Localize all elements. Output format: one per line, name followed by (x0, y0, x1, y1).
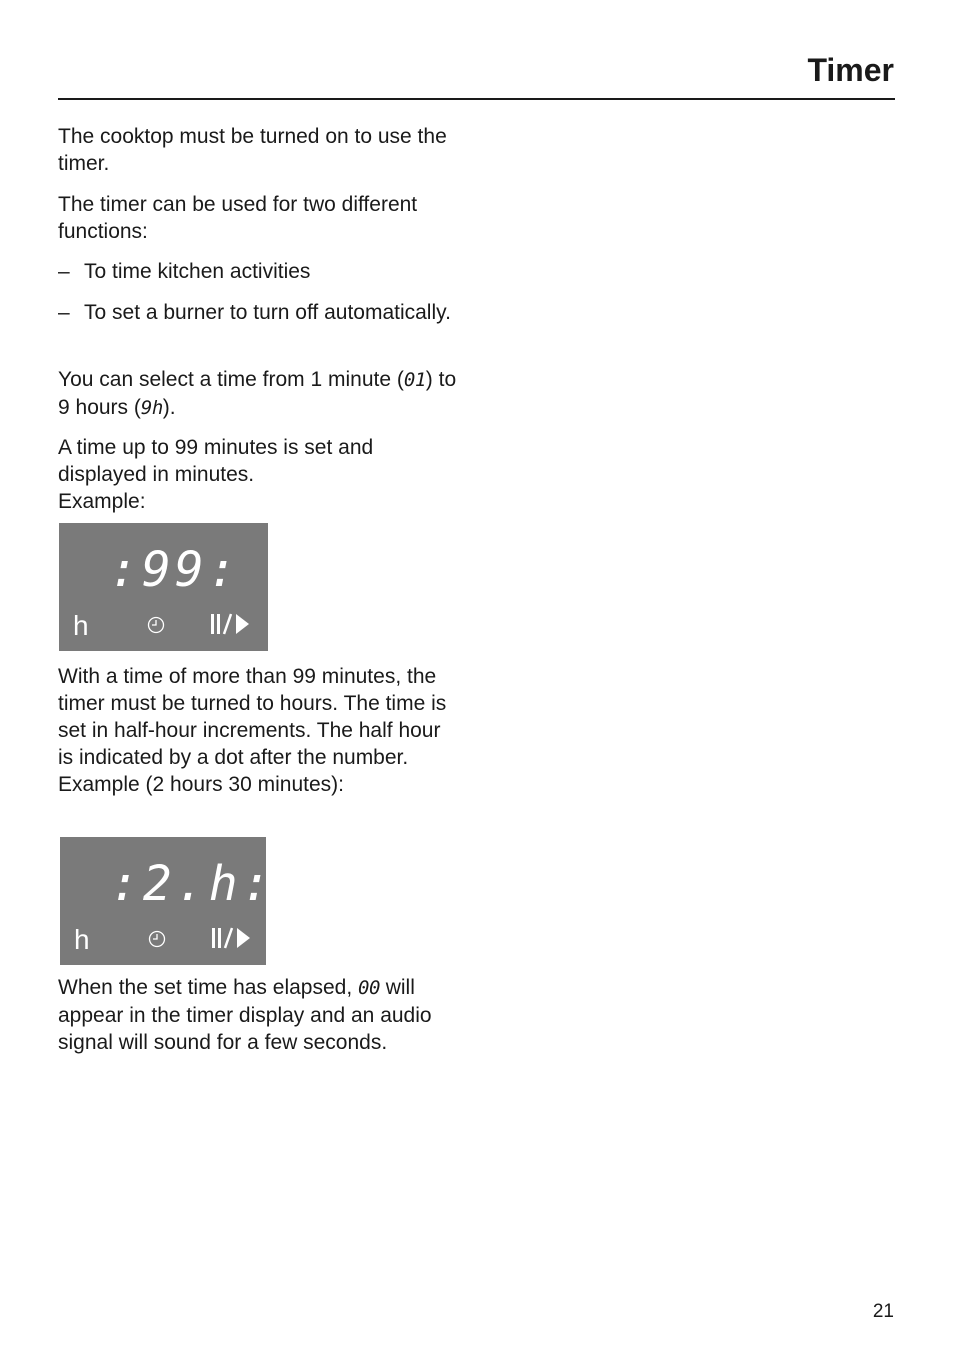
example-label: Example: (58, 490, 146, 513)
segment-code-01: 01 (403, 369, 426, 391)
timer-display-hours (60, 837, 275, 965)
segment-code-9h: 9h (140, 397, 163, 419)
hours-paragraph (58, 663, 458, 798)
text-segment: With a time of more than 99 minutes, the timer must be turned to hours. The time is set in half-hour increments. The half hour is indicated by a dot after the number. (58, 665, 447, 769)
page-number: 21 (872, 1301, 894, 1322)
bullet-dash: – (58, 260, 70, 283)
bullet-item-1 (58, 258, 458, 285)
display-digits: :99: (109, 542, 241, 598)
clock-icon (148, 930, 166, 948)
text-segment: will appear in the timer display and an audio signal will sound for a few seconds. (58, 976, 432, 1054)
example-label: Example (2 hours 30 minutes): (58, 773, 344, 796)
hours-indicator: h (73, 610, 89, 641)
text-segment: ). (162, 396, 176, 419)
hours-indicator: h (74, 924, 90, 955)
bullet-dash: – (58, 301, 70, 324)
text-segment: ) to 9 hours ( (58, 368, 457, 419)
bullet-text: To set a burner to turn off automatically. (84, 301, 451, 324)
pause-play-icon (209, 611, 255, 637)
bullet-text: To time kitchen activities (84, 260, 311, 283)
pause-play-icon (210, 925, 256, 951)
text-segment: You can select a time from 1 minute ( (58, 368, 404, 391)
text-segment: When the set time has elapsed, (58, 976, 358, 999)
page-title: Timer (807, 52, 894, 88)
functions-paragraph: The timer can be used for two different functions: (58, 193, 418, 243)
bullet-item-2 (58, 299, 458, 326)
minutes-paragraph (58, 434, 458, 515)
time-range-paragraph (58, 366, 458, 422)
timer-display-minutes (59, 523, 268, 651)
intro-paragraph: The cooktop must be turned on to use the timer. (58, 125, 447, 175)
display-digits: :2.h: (110, 856, 275, 912)
text-segment: A time up to 99 minutes is set and displayed in minutes. (58, 436, 374, 486)
clock-icon (147, 616, 165, 634)
elapsed-paragraph (58, 974, 458, 1056)
title-rule (58, 98, 895, 100)
segment-code-00: 00 (358, 977, 380, 999)
